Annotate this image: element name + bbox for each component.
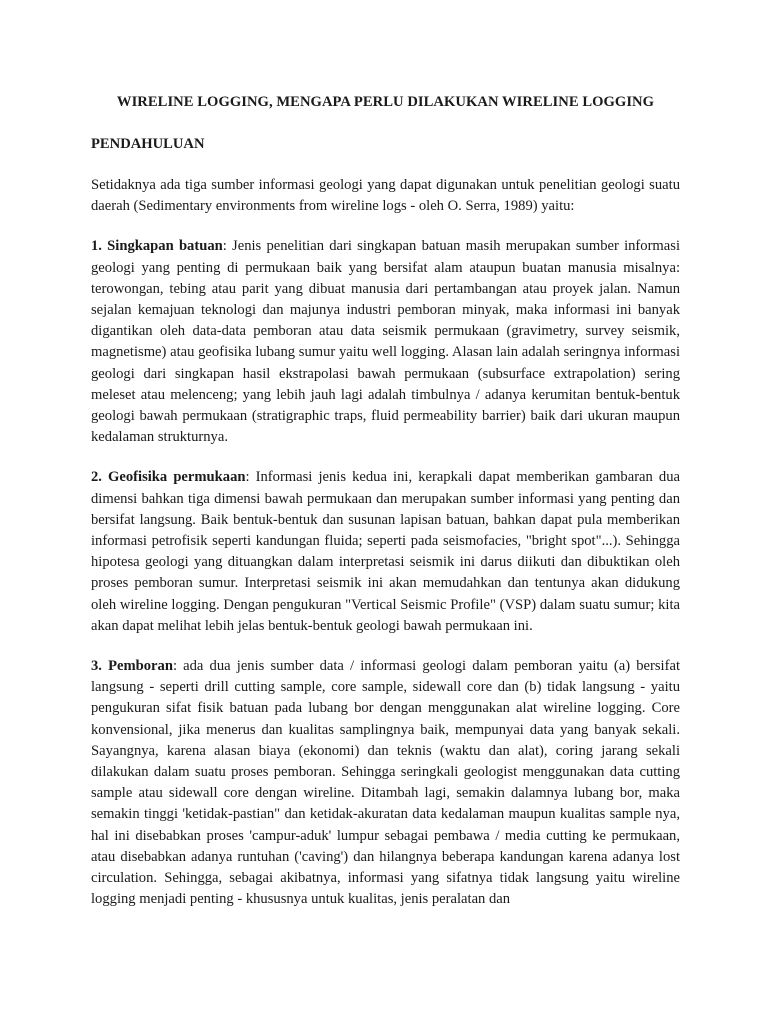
intro-paragraph: Setidaknya ada tiga sumber informasi geologi yang dapat digunakan untuk penelitian geologi suatu daerah (Sedimentary environments from wireline logs - oleh O. Serra, 1989) yaitu: — [91, 177, 680, 215]
document-body — [91, 92, 680, 911]
item-label: 2. Geofisika permukaan — [91, 469, 246, 486]
item-text: : Jenis penelitian dari singkapan batuan masih merupakan sumber informasi geologi yang penting di permukaan baik yang bersifat alam ataupun buatan manusia misalnya: terowongan, tebing atau parit yang dibuat manusia dari pertambangan atau proyek jalan. Namun sejalan kemajuan teknologi dan majunya industri pemboran minyak, maka informasi ini banyak digantikan oleh data-data pemboran atau data seismik permukaan (gravimetry, survey seismik, magnetisme) atau geofisika lubang sumur yaitu well logging. Alasan lain adalah seringnya informasi geologi dari singkapan hasil ekstrapolasi bawah permukaan (subsurface extrapolation) sering meleset atau melenceng; yang lebih jauh lagi adalah timbulnya / adanya kerumitan bentuk-bentuk geologi bawah permukaan (stratigraphic traps, fluid permeability barrier) baik dari ukuran maupun kedalaman strukturnya. — [91, 238, 680, 446]
item-label: 3. Pemboran — [91, 658, 173, 675]
item-text: : ada dua jenis sumber data / informasi geologi dalam pemboran yaitu (a) bersifat langsung - seperti drill cutting sample, core sample, sidewall core dan (b) tidak langsung - yaitu pengukuran sifat fisik batuan pada lubang bor dengan menggunakan alat wireline logging. Core konvensional, jika menerus dan kualitas samplingnya baik, mempunyai data yang banyak sekali. Sayangnya, karena alasan biaya (ekonomi) dan teknis (waktu dan alat), coring jarang sekali dilakukan dalam suatu proses pemboran. Sehingga seringkali geologist menggunakan data cutting sample atau sidewall core dengan wireline. Ditambah lagi, semakin dalamnya lubang bor, maka semakin tinggi 'ketidak-pastian" dan ketidak-akuratan data kedalaman maupun kualitas sample nya, hal ini disebabkan proses 'campur-aduk' lumpur sebagai pembawa / media cutting ke permukaan, atau disebabkan adanya runtuhan ('caving') dan hilangnya beberapa kandungan karena adanya lost circulation. Sehingga, sebagai akibatnya, informasi yang sifatnya tidak langsung yaitu wireline logging menjadi penting - khususnya untuk kualitas, jenis peralatan dan — [91, 658, 680, 908]
item-paragraph-geofisika — [91, 467, 680, 637]
section-heading: PENDAHULUAN — [91, 136, 205, 152]
item-text: : Informasi jenis kedua ini, kerapkali dapat memberikan gambaran dua dimensi bahkan tiga dimensi bawah permukaan dan merupakan sumber informasi yang penting dan bersifat langsung. Baik bentuk-bentuk dan susunan lapisan batuan, bahkan dapat pula memberikan informasi petrofisik seperti kandungan fluida; seperti pada seismofacies, "bright spot"...). Sehingga hipotesa geologi yang dituangkan dalam interpretasi seismik ini darus diikuti dan dibuktikan oleh proses pemboran sumur. Interpretasi seismik ini akan memudahkan dan tentunya akan didukung oleh wireline logging. Dengan pengukuran "Vertical Seismic Profile" (VSP) dalam suatu sumur; kita akan dapat melihat lebih jelas bentuk-bentuk geologi bawah permukaan ini. — [91, 469, 680, 634]
document-title: WIRELINE LOGGING, MENGAPA PERLU DILAKUKAN WIRELINE LOGGING — [116, 94, 655, 110]
item-paragraph-singkapan — [91, 236, 680, 448]
item-label: 1. Singkapan batuan — [91, 238, 223, 255]
item-paragraph-pemboran — [91, 656, 680, 910]
